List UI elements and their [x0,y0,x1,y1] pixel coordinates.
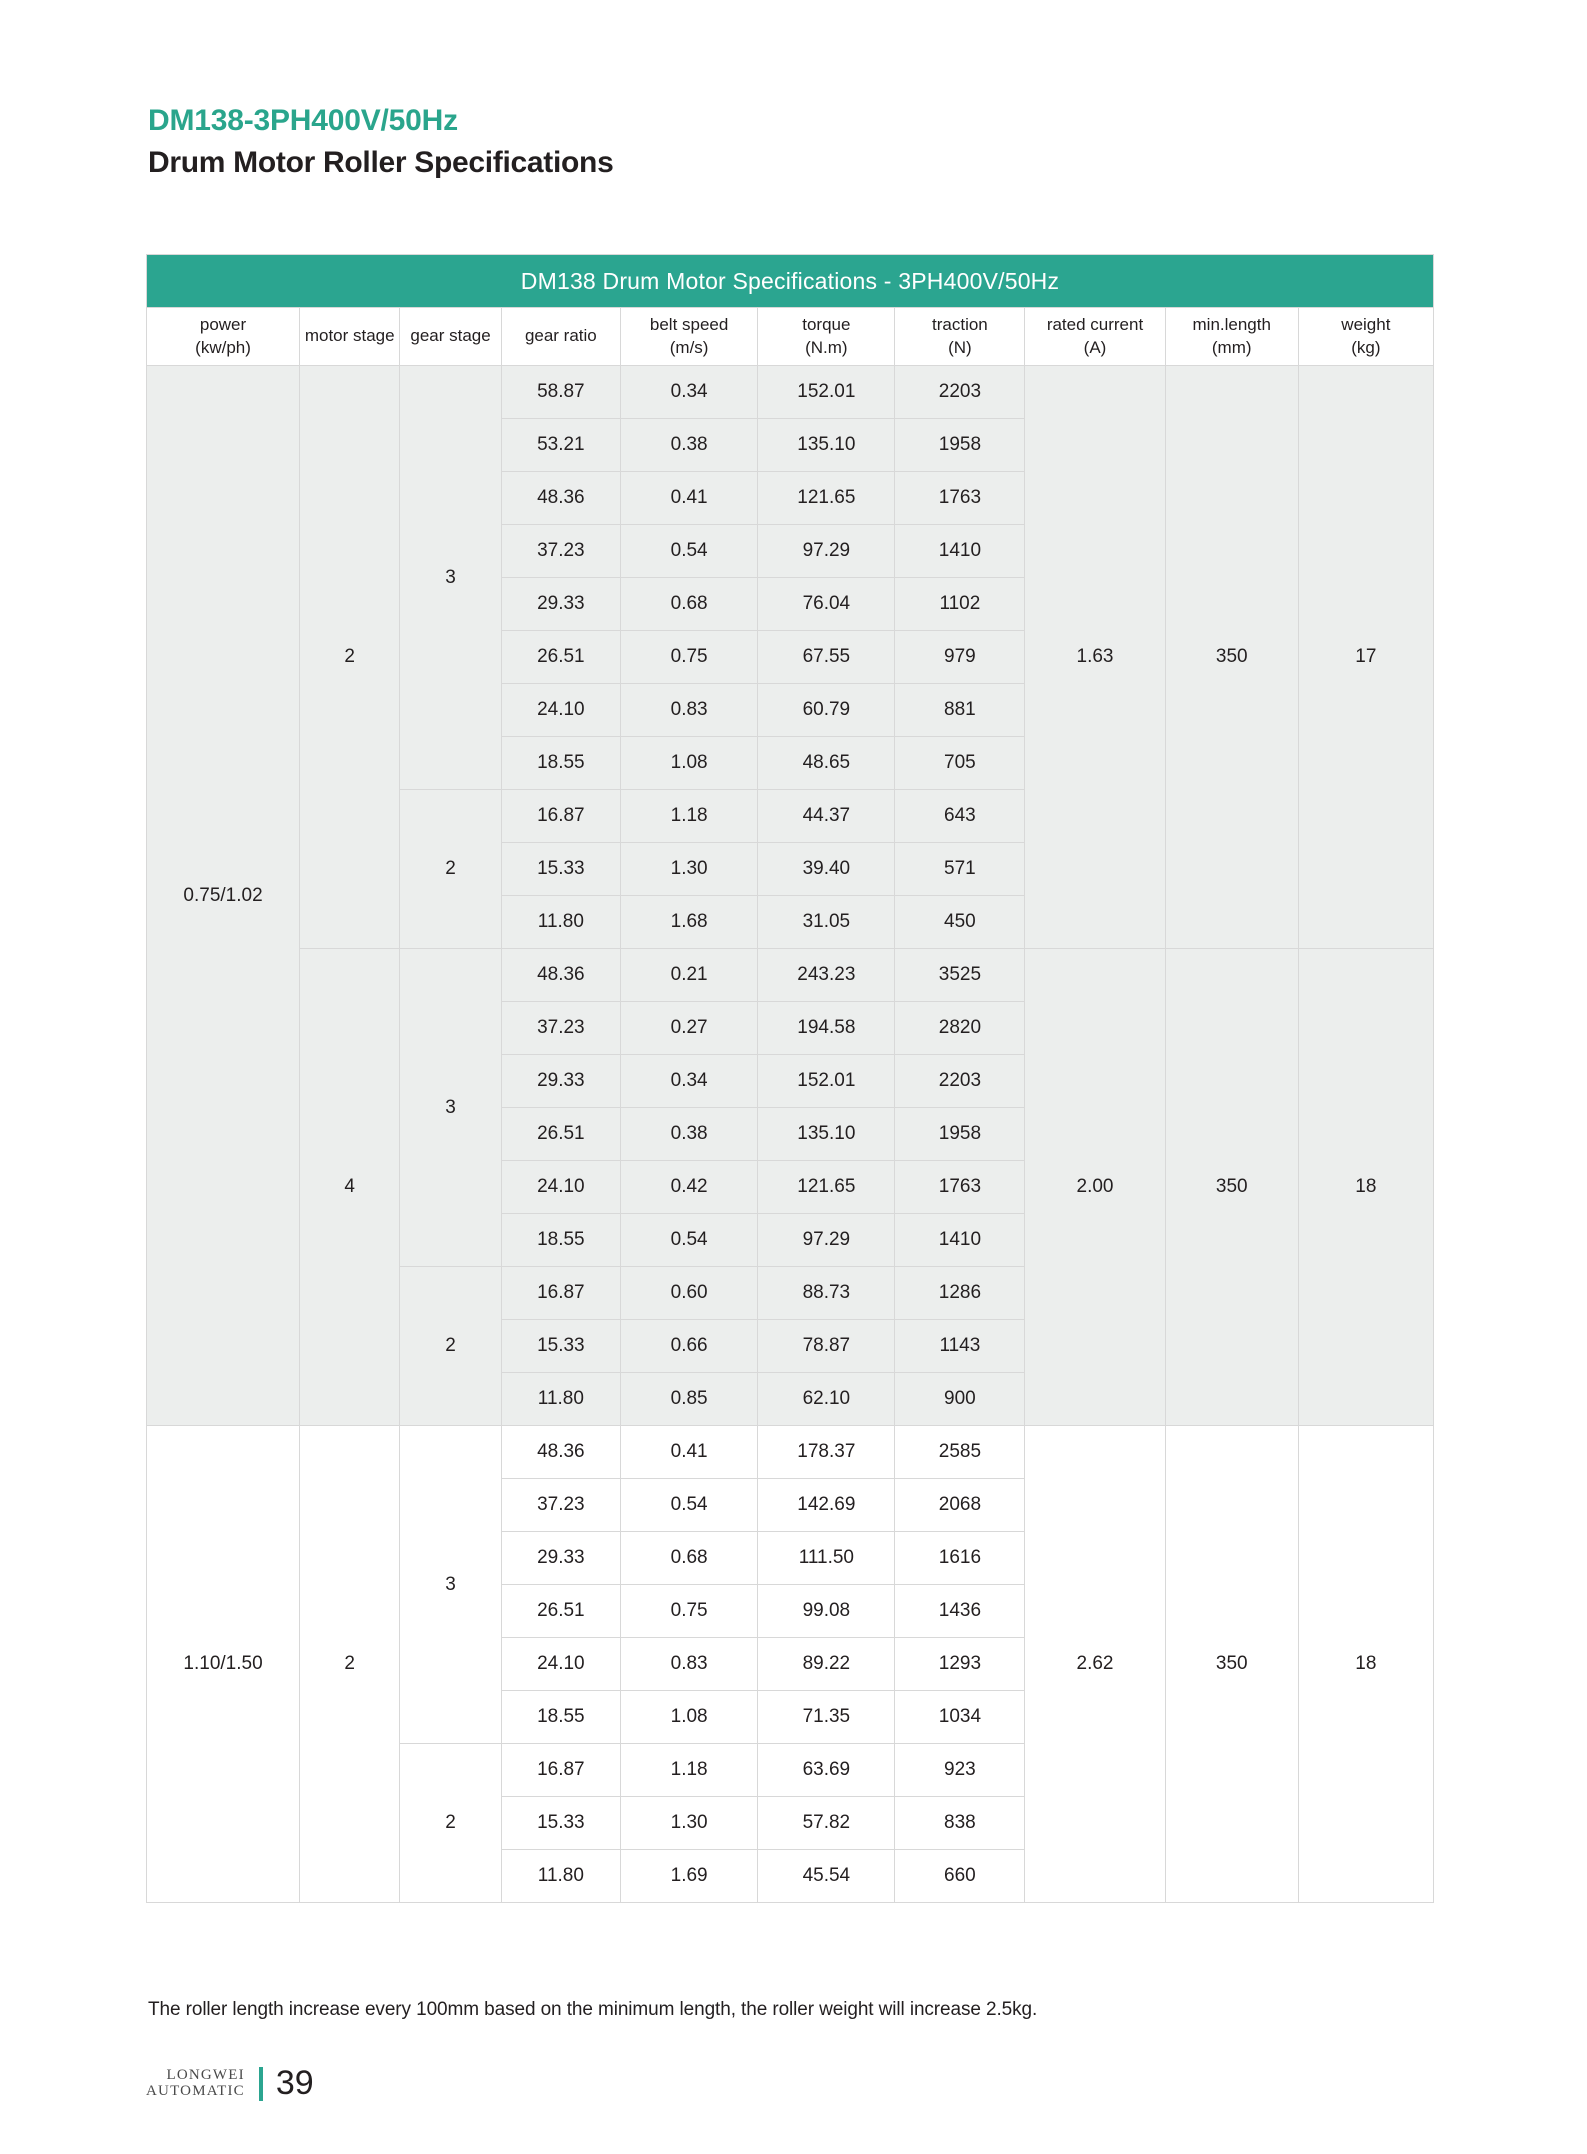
gear-ratio-cell: 26.51 [501,631,620,684]
torque-cell: 78.87 [758,1320,895,1373]
min-length-cell: 350 [1165,1426,1298,1903]
page-heading [148,104,613,181]
traction-cell: 1410 [895,1214,1025,1267]
traction-cell: 660 [895,1850,1025,1903]
traction-cell: 643 [895,790,1025,843]
traction-cell: 979 [895,631,1025,684]
belt-speed-cell: 1.68 [621,896,758,949]
page-subtitle: Drum Motor Roller Specifications [148,145,614,179]
gear-ratio-cell: 15.33 [501,843,620,896]
gear-stage-cell: 2 [400,1744,501,1903]
traction-cell: 923 [895,1744,1025,1797]
table-row [147,366,1434,419]
torque-cell: 45.54 [758,1850,895,1903]
gear-ratio-cell: 18.55 [501,1691,620,1744]
traction-cell: 450 [895,896,1025,949]
power-cell: 1.10/1.50 [147,1426,300,1903]
torque-cell: 60.79 [758,684,895,737]
column-header [1298,308,1433,366]
column-header-line1: motor stage [304,326,395,346]
belt-speed-cell: 1.08 [621,737,758,790]
weight-cell: 18 [1298,949,1433,1426]
belt-speed-cell: 0.68 [621,1532,758,1585]
traction-cell: 1102 [895,578,1025,631]
belt-speed-cell: 0.68 [621,578,758,631]
column-header-line1: gear ratio [524,326,597,346]
traction-cell: 2203 [895,1055,1025,1108]
column-header [400,308,501,366]
belt-speed-cell: 1.30 [621,1797,758,1850]
power-cell: 0.75/1.02 [147,366,300,1426]
table-footnote: The roller length increase every 100mm based on the minimum length, the roller weight will increase 2.5kg. [148,1999,1038,2020]
torque-cell: 97.29 [758,525,895,578]
belt-speed-cell: 0.83 [621,684,758,737]
belt-speed-cell: 0.60 [621,1267,758,1320]
column-header-line1: belt speed [649,315,729,335]
brand-logo [146,2068,245,2099]
belt-speed-cell: 0.38 [621,1108,758,1161]
traction-cell: 838 [895,1797,1025,1850]
belt-speed-cell: 0.42 [621,1161,758,1214]
weight-cell: 17 [1298,366,1433,949]
torque-cell: 142.69 [758,1479,895,1532]
traction-cell: 881 [895,684,1025,737]
column-header [501,308,620,366]
traction-cell: 1958 [895,419,1025,472]
traction-cell: 1286 [895,1267,1025,1320]
specifications-table [146,254,1434,1903]
traction-cell: 1436 [895,1585,1025,1638]
belt-speed-cell: 0.75 [621,1585,758,1638]
gear-ratio-cell: 26.51 [501,1585,620,1638]
torque-cell: 121.65 [758,1161,895,1214]
gear-ratio-cell: 16.87 [501,1267,620,1320]
torque-cell: 76.04 [758,578,895,631]
torque-cell: 99.08 [758,1585,895,1638]
traction-cell: 1958 [895,1108,1025,1161]
table-header-row [147,308,1434,366]
gear-ratio-cell: 11.80 [501,896,620,949]
brand-name-line1: LONGWEI [166,2067,245,2084]
torque-cell: 178.37 [758,1426,895,1479]
column-header-line2: (mm) [1211,337,1252,357]
belt-speed-cell: 0.54 [621,525,758,578]
table-row [147,1426,1434,1479]
belt-speed-cell: 1.18 [621,1744,758,1797]
belt-speed-cell: 0.38 [621,419,758,472]
column-header-line2: (kw/ph) [195,337,251,357]
gear-ratio-cell: 48.36 [501,472,620,525]
gear-ratio-cell: 37.23 [501,1479,620,1532]
gear-ratio-cell: 26.51 [501,1108,620,1161]
belt-speed-cell: 1.30 [621,843,758,896]
table-banner-row [147,255,1434,308]
column-header [758,308,895,366]
page-number: 39 [275,2064,314,2102]
traction-cell: 1763 [895,1161,1025,1214]
column-header-line1: torque [802,315,851,335]
torque-cell: 194.58 [758,1002,895,1055]
table-banner-title: DM138 Drum Motor Specifications - 3PH400V/50Hz [147,255,1434,308]
torque-cell: 135.10 [758,419,895,472]
gear-ratio-cell: 16.87 [501,790,620,843]
traction-cell: 2068 [895,1479,1025,1532]
traction-cell: 1763 [895,472,1025,525]
column-header-line2: (m/s) [669,337,709,357]
belt-speed-cell: 1.08 [621,1691,758,1744]
torque-cell: 63.69 [758,1744,895,1797]
traction-cell: 2203 [895,366,1025,419]
belt-speed-cell: 0.34 [621,366,758,419]
gear-ratio-cell: 29.33 [501,1055,620,1108]
min-length-cell: 350 [1165,366,1298,949]
specifications-table-container [146,254,1434,1903]
column-header [895,308,1025,366]
weight-cell: 18 [1298,1426,1433,1903]
gear-ratio-cell: 11.80 [501,1373,620,1426]
column-header-line1: min.length [1192,315,1271,335]
gear-ratio-cell: 58.87 [501,366,620,419]
page-footer [146,2064,314,2103]
traction-cell: 2585 [895,1426,1025,1479]
gear-ratio-cell: 29.33 [501,1532,620,1585]
belt-speed-cell: 0.75 [621,631,758,684]
belt-speed-cell: 0.27 [621,1002,758,1055]
gear-ratio-cell: 29.33 [501,578,620,631]
torque-cell: 71.35 [758,1691,895,1744]
column-header-line1: gear stage [410,326,491,346]
rated-current-cell: 1.63 [1025,366,1165,949]
rated-current-cell: 2.00 [1025,949,1165,1426]
traction-cell: 571 [895,843,1025,896]
column-header [1165,308,1298,366]
torque-cell: 48.65 [758,737,895,790]
gear-ratio-cell: 15.33 [501,1320,620,1373]
traction-cell: 3525 [895,949,1025,1002]
gear-stage-cell: 3 [400,366,501,790]
belt-speed-cell: 0.85 [621,1373,758,1426]
torque-cell: 57.82 [758,1797,895,1850]
gear-stage-cell: 2 [400,1267,501,1426]
torque-cell: 39.40 [758,843,895,896]
gear-ratio-cell: 24.10 [501,684,620,737]
column-header-line2: (kg) [1351,337,1381,357]
gear-ratio-cell: 16.87 [501,1744,620,1797]
column-header-line2: (N.m) [805,337,848,357]
torque-cell: 121.65 [758,472,895,525]
traction-cell: 1143 [895,1320,1025,1373]
column-header [1025,308,1165,366]
gear-ratio-cell: 11.80 [501,1850,620,1903]
column-header [147,308,300,366]
gear-ratio-cell: 37.23 [501,525,620,578]
traction-cell: 705 [895,737,1025,790]
gear-ratio-cell: 18.55 [501,737,620,790]
column-header-line1: rated current [1046,315,1144,335]
torque-cell: 152.01 [758,366,895,419]
belt-speed-cell: 0.34 [621,1055,758,1108]
traction-cell: 1293 [895,1638,1025,1691]
gear-stage-cell: 2 [400,790,501,949]
belt-speed-cell: 0.41 [621,1426,758,1479]
torque-cell: 31.05 [758,896,895,949]
torque-cell: 97.29 [758,1214,895,1267]
traction-cell: 1034 [895,1691,1025,1744]
rated-current-cell: 2.62 [1025,1426,1165,1903]
belt-speed-cell: 0.54 [621,1479,758,1532]
motor-stage-cell: 4 [300,949,400,1426]
traction-cell: 1616 [895,1532,1025,1585]
torque-cell: 111.50 [758,1532,895,1585]
torque-cell: 62.10 [758,1373,895,1426]
gear-stage-cell: 3 [400,949,501,1267]
gear-ratio-cell: 18.55 [501,1214,620,1267]
gear-ratio-cell: 24.10 [501,1638,620,1691]
gear-ratio-cell: 48.36 [501,949,620,1002]
torque-cell: 89.22 [758,1638,895,1691]
motor-stage-cell: 2 [300,366,400,949]
table-row [147,949,1434,1002]
column-header-line1: power [199,315,247,335]
page-title: DM138-3PH400V/50Hz [148,104,458,137]
motor-stage-cell: 2 [300,1426,400,1903]
belt-speed-cell: 0.83 [621,1638,758,1691]
belt-speed-cell: 0.54 [621,1214,758,1267]
belt-speed-cell: 0.66 [621,1320,758,1373]
gear-ratio-cell: 37.23 [501,1002,620,1055]
gear-ratio-cell: 24.10 [501,1161,620,1214]
torque-cell: 243.23 [758,949,895,1002]
footer-divider [259,2067,263,2101]
torque-cell: 135.10 [758,1108,895,1161]
column-header-line1: traction [932,315,988,335]
belt-speed-cell: 0.41 [621,472,758,525]
gear-ratio-cell: 48.36 [501,1426,620,1479]
torque-cell: 44.37 [758,790,895,843]
column-header-line1: weight [1341,315,1391,335]
torque-cell: 88.73 [758,1267,895,1320]
belt-speed-cell: 1.69 [621,1850,758,1903]
belt-speed-cell: 1.18 [621,790,758,843]
brand-name-line2: AUTOMATIC [146,2082,245,2099]
traction-cell: 2820 [895,1002,1025,1055]
traction-cell: 1410 [895,525,1025,578]
gear-ratio-cell: 15.33 [501,1797,620,1850]
gear-stage-cell: 3 [400,1426,501,1744]
torque-cell: 67.55 [758,631,895,684]
belt-speed-cell: 0.21 [621,949,758,1002]
column-header [300,308,400,366]
min-length-cell: 350 [1165,949,1298,1426]
column-header-line2: (A) [1083,337,1107,357]
traction-cell: 900 [895,1373,1025,1426]
torque-cell: 152.01 [758,1055,895,1108]
gear-ratio-cell: 53.21 [501,419,620,472]
column-header-line2: (N) [948,337,972,357]
column-header [621,308,758,366]
